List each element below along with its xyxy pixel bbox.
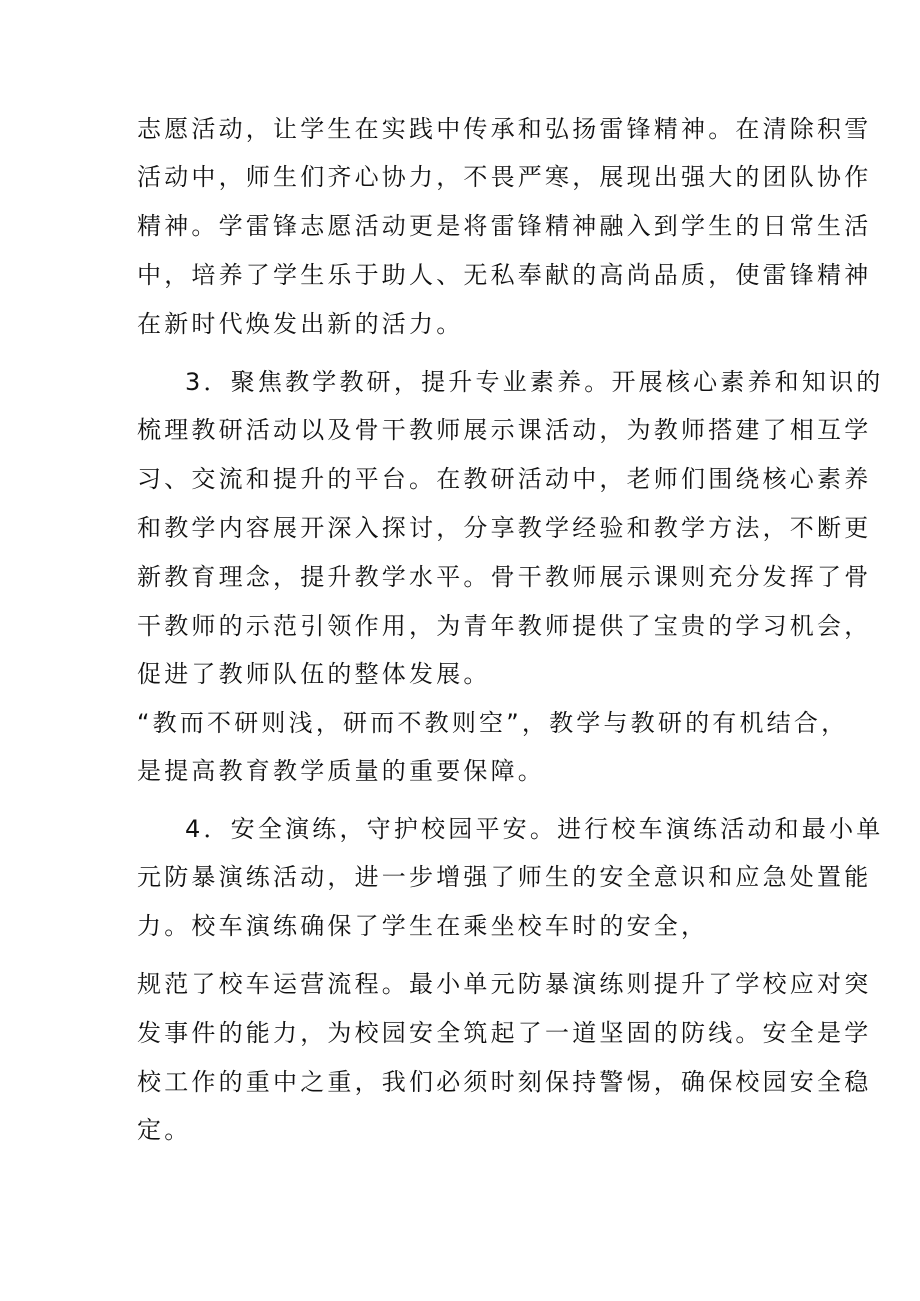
- text-line: 梳理教研活动以及骨干教师展示课活动，为教师搭建了相互学: [137, 416, 872, 444]
- text-line: 促进了教师队伍的整体发展。: [137, 660, 491, 688]
- text-line: 在新时代焕发出新的活力。: [137, 310, 464, 338]
- text-line: 新教育理念，提升教学水平。骨干教师展示课则充分发挥了骨: [137, 563, 872, 591]
- text-line: 校工作的重中之重，我们必须时刻保持警惕，确保校园安全稳: [137, 1068, 872, 1096]
- text-line: 习、交流和提升的平台。在教研活动中，老师们围绕核心素养: [137, 465, 872, 493]
- text-line: 和教学内容展开深入探讨，分享教学经验和教学方法，不断更: [137, 514, 872, 542]
- text-line: 志愿活动，让学生在实践中传承和弘扬雷锋精神。在清除积雪: [137, 115, 872, 143]
- text-line: 是提高教育教学质量的重要保障。: [137, 757, 545, 785]
- section-heading-line: 4．安全演练，守护校园平安。进行校车演练活动和最小单: [185, 815, 884, 843]
- text-line: 发事件的能力，为校园安全筑起了一道坚固的防线。安全是学: [137, 1019, 872, 1047]
- text-line: 中，培养了学生乐于助人、无私奉献的高尚品质，使雷锋精神: [137, 261, 872, 289]
- text-line: 活动中，师生们齐心协力，不畏严寒，展现出强大的团队协作: [137, 163, 872, 191]
- section-heading-line: 3．聚焦教学教研，提升专业素养。开展核心素养和知识的: [185, 368, 884, 396]
- text-line: 规范了校车运营流程。最小单元防暴演练则提升了学校应对突: [137, 970, 872, 998]
- quote-line: “教而不研则浅，研而不教则空”，教学与教研的有机结合，: [137, 709, 849, 737]
- text-line: 干教师的示范引领作用，为青年教师提供了宝贵的学习机会，: [137, 612, 872, 640]
- text-line: 定。: [137, 1116, 192, 1144]
- text-line: 精神。学雷锋志愿活动更是将雷锋精神融入到学生的日常生活: [137, 212, 872, 240]
- text-line: 元防暴演练活动，进一步增强了师生的安全意识和应急处置能: [137, 863, 872, 891]
- text-line: 力。校车演练确保了学生在乘坐校车时的安全，: [137, 912, 709, 940]
